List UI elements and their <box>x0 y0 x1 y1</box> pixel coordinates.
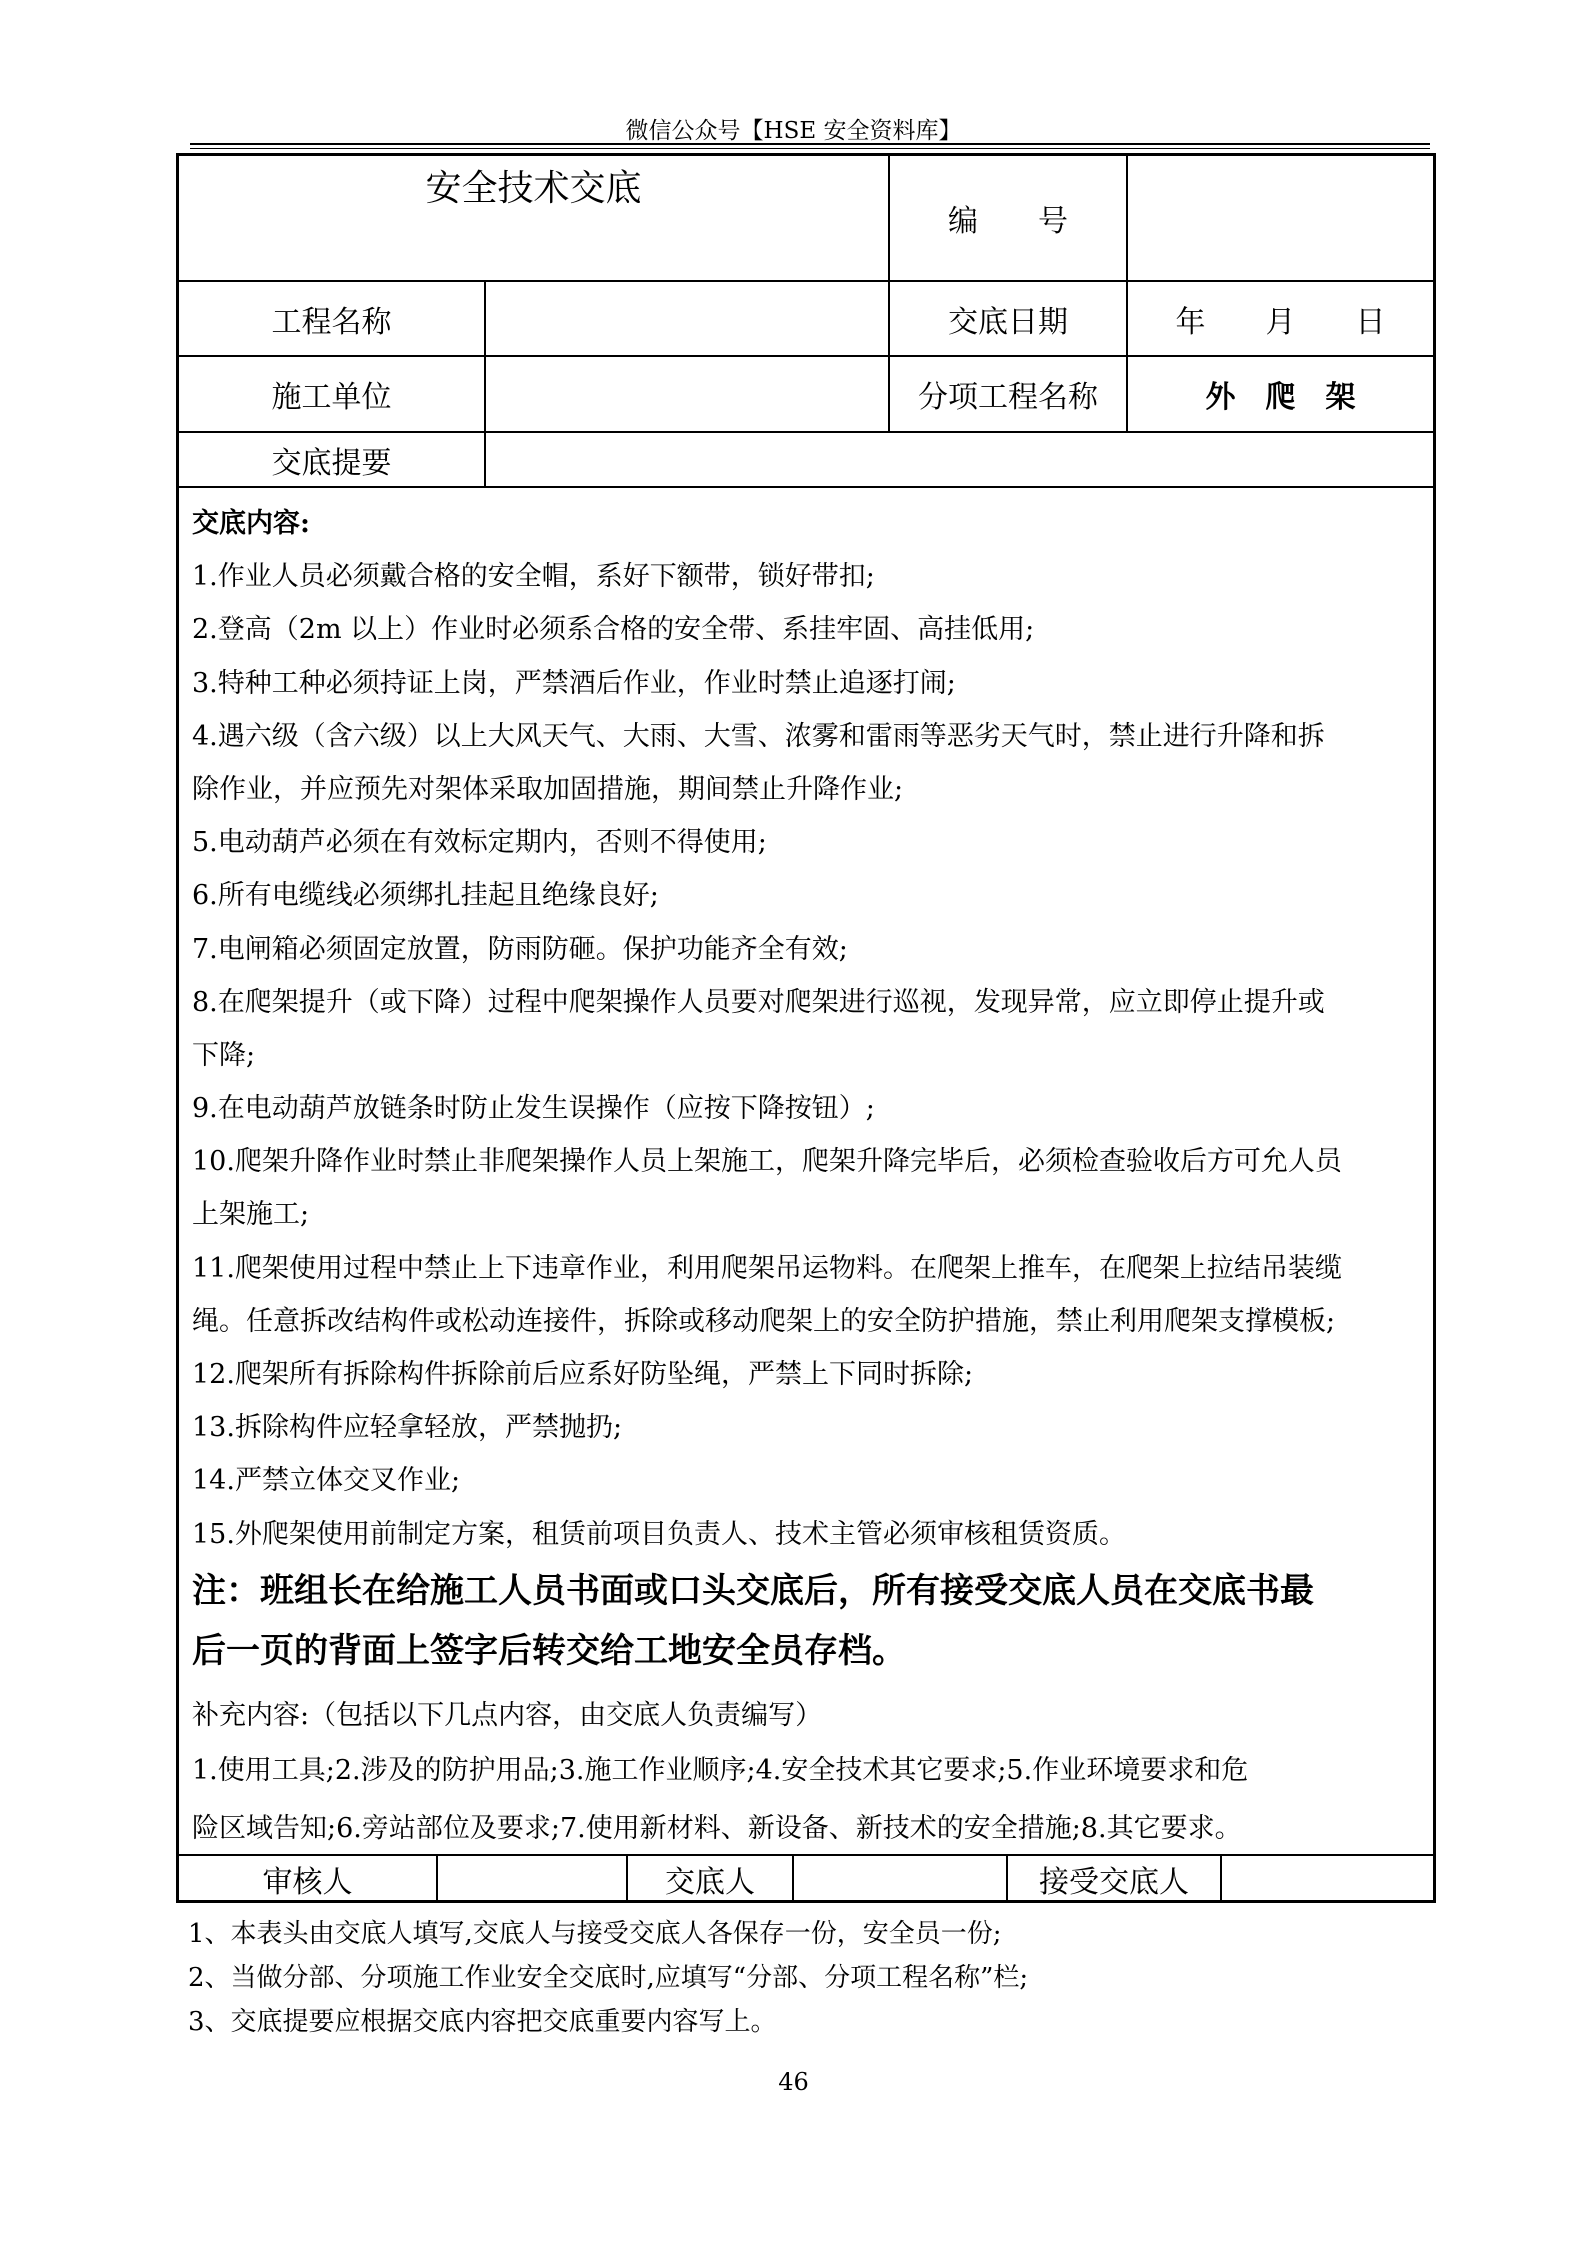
receiver-label: 接受交底人 <box>1039 1864 1189 1900</box>
header-rule <box>190 143 1430 145</box>
summary-label: 交底提要 <box>271 445 392 481</box>
supplement-heading: 补充内容:（包括以下几点内容，由交底人负责编写） <box>192 1699 823 1731</box>
content-line: 绳。任意拆改结构件或松动连接件，拆除或移动爬架上的安全防护措施，禁止利用爬架支撑模板; <box>192 1305 1336 1337</box>
content-line: 11.爬架使用过程中禁止上下违章作业，利用爬架吊运物料。在爬架上推车，在爬架上拉结吊装缆 <box>192 1252 1342 1284</box>
header-rule-thin <box>190 148 1430 149</box>
row-divider <box>176 486 1436 488</box>
disclosure-date-label: 交底日期 <box>948 304 1068 340</box>
content-line: 5.电动葫芦必须在有效标定期内，否则不得使用; <box>192 827 767 859</box>
content-line: 上架施工; <box>192 1199 310 1231</box>
form-title: 安全技术交底 <box>425 167 642 209</box>
project-name-label: 工程名称 <box>271 304 392 340</box>
number-label: 编 号 <box>948 204 1068 239</box>
note-line: 后一页的背面上签字后转交给工地安全员存档。 <box>192 1630 906 1671</box>
content-heading: 交底内容: <box>192 508 310 539</box>
construction-unit-label: 施工单位 <box>271 380 392 415</box>
content-line: 9.在电动葫芦放链条时防止发生误操作（应按下降按钮）; <box>192 1093 875 1125</box>
construction-unit-field[interactable] <box>486 357 888 431</box>
supplement-line: 1.使用工具;2.涉及的防护用品;3.施工作业顺序;4.安全技术其它要求;5.作业环境要求和危 <box>192 1754 1249 1786</box>
footnote: 3、交底提要应根据交底内容把交底重要内容写上。 <box>188 2007 777 2037</box>
content-line: 3.特种工种必须持证上岗，严禁酒后作业，作业时禁止追逐打闹; <box>192 667 956 699</box>
reviewer-label: 审核人 <box>262 1864 353 1900</box>
sub-project-value[interactable]: 外 爬 架 <box>1205 380 1356 415</box>
content-line: 7.电闸箱必须固定放置，防雨防砸。保护功能齐全有效; <box>192 933 848 965</box>
disclosure-date-value[interactable]: 年 月 日 <box>1175 304 1386 340</box>
reviewer-field[interactable] <box>438 1856 626 1901</box>
content-line: 下降; <box>192 1039 256 1071</box>
supplement-line: 险区域告知;6.旁站部位及要求;7.使用新材料、新设备、新技术的安全措施;8.其它要求。 <box>192 1812 1242 1844</box>
content-line: 12.爬架所有拆除构件拆除前后应系好防坠绳，严禁上下同时拆除; <box>192 1359 974 1390</box>
footnote: 1、本表头由交底人填写,交底人与接受交底人各保存一份，安全员一份; <box>188 1919 1002 1949</box>
number-field[interactable] <box>1128 156 1433 280</box>
content-line: 除作业，并应预先对架体采取加固措施，期间禁止升降作业; <box>192 773 904 805</box>
header-text: 微信公众号【HSE 安全资料库】 <box>625 118 962 144</box>
content-line: 14.严禁立体交叉作业; <box>192 1465 461 1497</box>
content-line: 13.拆除构件应轻拿轻放，严禁抛扔; <box>192 1412 623 1444</box>
footnote: 2、当做分部、分项施工作业安全交底时,应填写“分部、分项工程名称”栏; <box>188 1963 1029 1993</box>
content-line: 2.登高（2m 以上）作业时必须系合格的安全带、系挂牢固、高挂低用; <box>192 614 1035 646</box>
disclosure-content <box>192 497 1424 1858</box>
summary-field[interactable] <box>486 433 1433 486</box>
sub-project-label: 分项工程名称 <box>918 380 1098 415</box>
content-line: 8.在爬架提升（或下降）过程中爬架操作人员要对爬架进行巡视，发现异常，应立即停止提升或 <box>192 986 1325 1018</box>
project-name-field[interactable] <box>486 282 888 355</box>
footnotes <box>188 1912 1028 2044</box>
page-number: 46 <box>778 2068 809 2096</box>
discloser-field[interactable] <box>794 1856 1006 1901</box>
note-line: 注：班组长在给施工人员书面或口头交底后，所有接受交底人员在交底书最 <box>192 1570 1314 1611</box>
receiver-field[interactable] <box>1222 1856 1433 1901</box>
content-line: 4.遇六级（含六级）以上大风天气、大雨、大雪、浓雾和雷雨等恶劣天气时，禁止进行升降和拆 <box>192 720 1325 752</box>
content-line: 10.爬架升降作业时禁止非爬架操作人员上架施工，爬架升降完毕后，必须检查验收后方可允人员 <box>192 1146 1342 1178</box>
content-line: 1.作业人员必须戴合格的安全帽，系好下额带，锁好带扣; <box>192 561 875 593</box>
content-line: 6.所有电缆线必须绑扎挂起且绝缘良好; <box>192 880 659 912</box>
discloser-label: 交底人 <box>665 1864 755 1900</box>
content-line: 15.外爬架使用前制定方案，租赁前项目负责人、技术主管必须审核租赁资质。 <box>192 1518 1126 1550</box>
